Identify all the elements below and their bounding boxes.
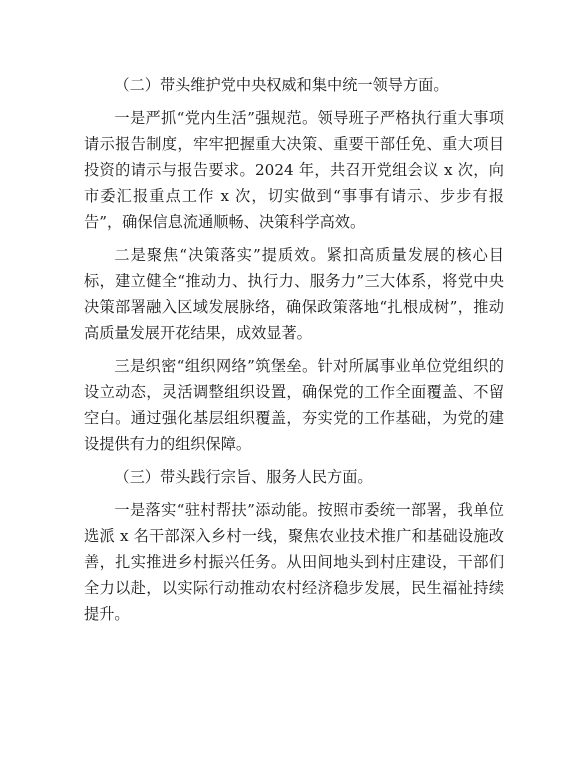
paragraph-2-2: 二是聚焦“决策落实”提质效。紧扣高质量发展的核心目标，建立健全“推动力、执行力、服务力”三大体系，将党中央决策部署融入区域发展脉络，确保政策落地“扎根成树”，推动高质量发展开花结果，成效显著。 <box>84 246 504 342</box>
paragraph-3-1: 一是落实“驻村帮扶”添动能。按照市委统一部署，我单位选派 x 名干部深入乡村一线，聚焦农业技术推广和基础设施改善，扎实推进乡村振兴任务。从田间地头到村庄建设，干部们全力以赴，以实际行动推动农村经济稳步发展，民生福祉持续提升。 <box>84 501 504 623</box>
document-body <box>84 72 504 634</box>
section-heading-2: （二）带头维护党中央权威和集中统一领导方面。 <box>114 76 449 94</box>
paragraph-2-3: 三是织密“组织网络”筑堡垒。针对所属事业单位党组织的设立动态，灵活调整组织设置，确保党的工作全面覆盖、不留空白。通过强化基层组织覆盖，夯实党的工作基础，为党的建设提供有力的组织保障。 <box>84 357 504 453</box>
paragraph-2-1: 一是严抓“党内生活”强规范。领导班子严格执行重大事项请示报告制度，牢牢把握重大决策、重要干部任免、重大项目投资的请示与报告要求。2024 年，共召开党组会议 x 次，向市委汇报重点工作 x 次，切实做到“事事有请示、步步有报告”，确保信息流通顺畅、决策科学高效。 <box>84 109 504 231</box>
section-heading-3: （三）带头践行宗旨、服务人民方面。 <box>114 468 373 486</box>
